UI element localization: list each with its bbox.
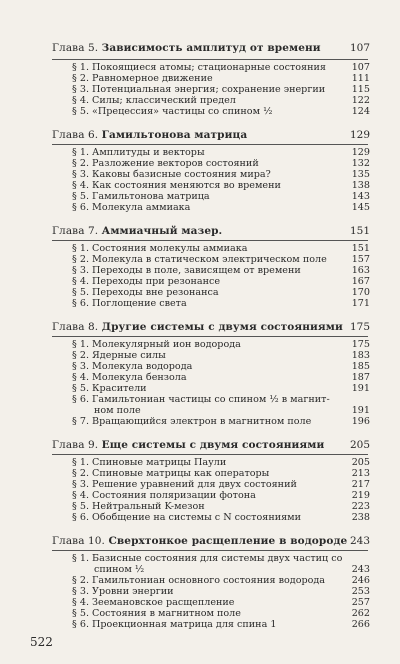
section-page: 163	[351, 265, 370, 276]
section-label: § 4. Молекула бензола	[72, 372, 187, 383]
chapter-page: 107	[349, 42, 370, 54]
section-label-continued: спином ½	[94, 564, 145, 575]
section-page: 253	[351, 586, 370, 597]
section-page: 183	[351, 350, 370, 361]
section-label: § 4. Как состояния меняются во времени	[72, 180, 281, 191]
section-page: 124	[351, 106, 370, 117]
chapter-rule	[52, 144, 368, 145]
section-page: 191	[351, 405, 370, 416]
section-page: 262	[351, 608, 370, 619]
section-label: § 2. Ядерные силы	[72, 350, 166, 361]
section-label: § 5. Нейтральный K-мезон	[72, 501, 205, 512]
section-label: § 5. «Прецессия» частицы со спином ½	[72, 106, 273, 117]
chapter-page: 151	[349, 225, 370, 237]
section-page: 238	[351, 512, 370, 523]
section-label: § 4. Силы; классический предел	[72, 95, 236, 106]
page-number: 522	[30, 635, 53, 649]
section-page: 257	[351, 597, 370, 608]
chapter-title: Глава 5. Зависимость амплитуд от времени	[52, 42, 321, 54]
section-page: 115	[351, 84, 370, 95]
section-page: 122	[351, 95, 370, 106]
section-page: 170	[351, 287, 370, 298]
section-page: 246	[351, 575, 370, 586]
chapter-title: Глава 10. Сверхтонкое расщепление в водороде	[52, 535, 348, 547]
section-label: § 3. Молекула водорода	[72, 361, 193, 372]
section-label: § 6. Обобщение на системы с N состояниями	[72, 512, 302, 523]
section-page: 196	[351, 416, 370, 427]
section-page: 143	[351, 191, 370, 202]
chapter-page: 205	[349, 439, 370, 451]
section-page: 138	[351, 180, 370, 191]
section-page: 205	[351, 457, 370, 468]
chapter-rule	[52, 336, 368, 337]
section-label: § 1. Базисные состояния для системы двух частиц со	[72, 553, 343, 564]
section-label: § 1. Состояния молекулы аммиака	[72, 243, 248, 254]
section-label: § 5. Состояния в магнитном поле	[72, 608, 241, 619]
section-label: § 1. Молекулярный ион водорода	[72, 339, 241, 350]
section-page: 129	[351, 147, 370, 158]
chapter-rule	[52, 240, 368, 241]
section-page: 219	[351, 490, 370, 501]
section-page: 111	[351, 73, 370, 84]
chapter-page: 129	[349, 129, 370, 141]
section-page: 223	[351, 501, 370, 512]
section-label: § 4. Переходы при резонансе	[72, 276, 221, 287]
chapter-page: 175	[349, 321, 370, 333]
section-label: § 3. Потенциальная энергия; сохранение энергии	[72, 84, 326, 95]
section-label: § 6. Проекционная матрица для спина 1	[72, 619, 277, 630]
chapter-title: Глава 9. Еще системы с двумя состояниями	[52, 439, 325, 451]
section-page: 266	[351, 619, 370, 630]
section-page: 187	[351, 372, 370, 383]
section-label: § 6. Поглощение света	[72, 298, 187, 309]
section-label: § 7. Вращающийся электрон в магнитном поле	[72, 416, 312, 427]
section-label: § 6. Молекула аммиака	[72, 202, 191, 213]
chapter-rule	[52, 454, 368, 455]
section-label: § 2. Равномерное движение	[72, 73, 213, 84]
section-label: § 6. Гамильтониан частицы со спином ½ в магнит-	[72, 394, 330, 405]
section-page: 243	[351, 564, 370, 575]
section-page: 107	[351, 62, 370, 73]
chapter-rule	[52, 550, 368, 551]
chapter-title: Глава 6. Гамильтонова матрица	[52, 129, 248, 141]
section-label: § 5. Переходы вне резонанса	[72, 287, 219, 298]
section-label: § 3. Решение уравнений для двух состояний	[72, 479, 297, 490]
section-label: § 3. Каковы базисные состояния мира?	[72, 169, 271, 180]
section-label: § 3. Переходы в поле, зависящем от времени	[72, 265, 301, 276]
section-label: § 2. Разложение векторов состояний	[72, 158, 259, 169]
section-label: § 4. Зеемановское расщепление	[72, 597, 235, 608]
section-page: 135	[351, 169, 370, 180]
section-label: § 1. Амплитуды и векторы	[72, 147, 205, 158]
section-page: 151	[351, 243, 370, 254]
chapter-title: Глава 8. Другие системы с двумя состояниями	[52, 321, 343, 333]
section-page: 175	[351, 339, 370, 350]
section-label: § 5. Красители	[72, 383, 147, 394]
section-page: 167	[351, 276, 370, 287]
section-page: 157	[351, 254, 370, 265]
section-label: § 1. Покоящиеся атомы; стационарные состояния	[72, 62, 326, 73]
section-label: § 5. Гамильтонова матрица	[72, 191, 210, 202]
chapter-page: 243	[349, 535, 370, 547]
section-page: 145	[351, 202, 370, 213]
section-label: § 2. Молекула в статическом электрическом поле	[72, 254, 327, 265]
section-label: § 4. Состояния поляризации фотона	[72, 490, 256, 501]
section-page: 171	[351, 298, 370, 309]
section-label: § 1. Спиновые матрицы Паули	[72, 457, 227, 468]
section-label: § 3. Уровни энергии	[72, 586, 174, 597]
section-page: 217	[351, 479, 370, 490]
section-label: § 2. Спиновые матрицы как операторы	[72, 468, 270, 479]
section-page: 213	[351, 468, 370, 479]
section-label: § 2. Гамильтониан основного состояния водорода	[72, 575, 326, 586]
chapter-rule	[52, 59, 368, 60]
section-page: 191	[351, 383, 370, 394]
section-label-continued: ном поле	[94, 405, 141, 416]
section-page: 132	[351, 158, 370, 169]
section-page: 185	[351, 361, 370, 372]
chapter-title: Глава 7. Аммиачный мазер.	[52, 225, 223, 237]
